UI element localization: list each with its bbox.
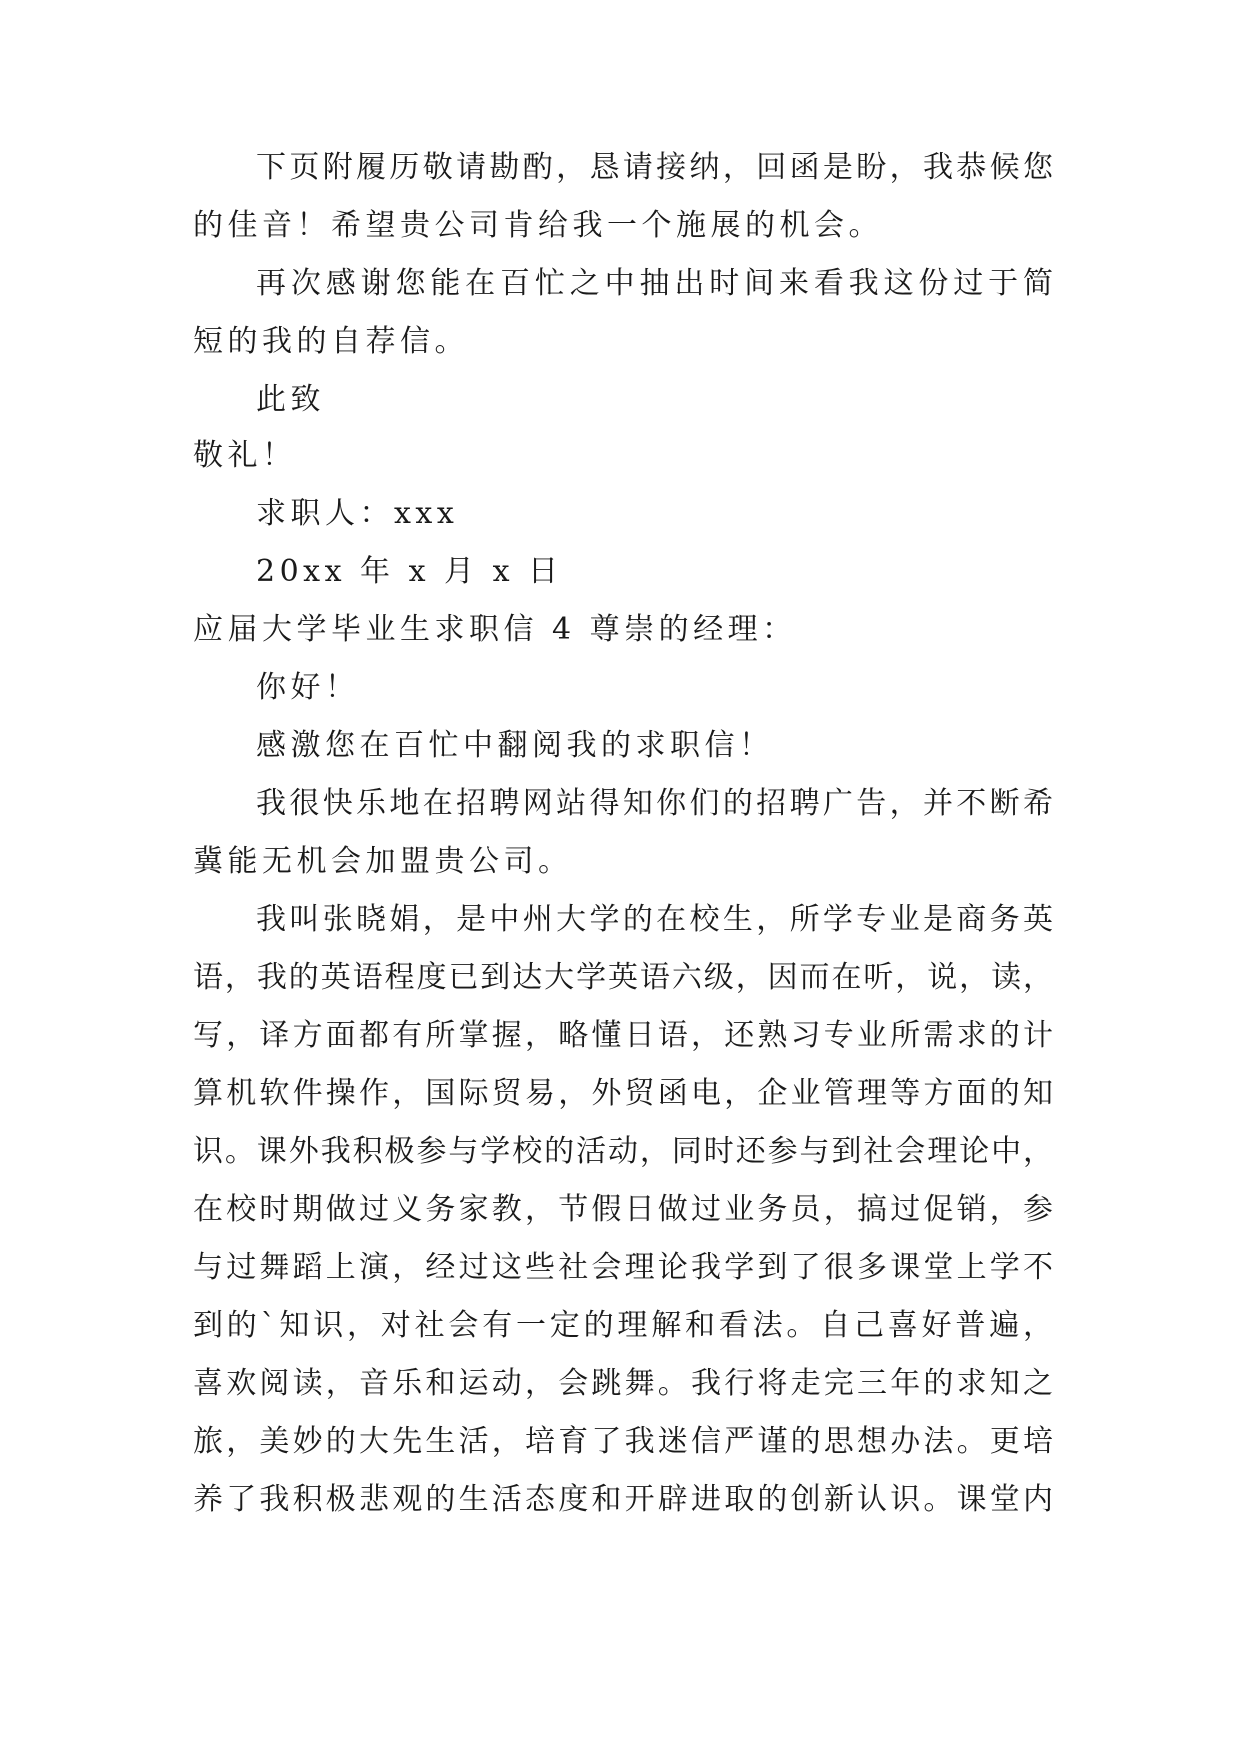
paragraph-line: 短的我的自荐信。 (193, 324, 469, 359)
paragraph-line: 算机软件操作，国际贸易，外贸函电，企业管理等方面的知 (193, 1076, 1053, 1111)
paragraph-line: 我叫张晓娟，是中州大学的在校生，所学专业是商务英 (256, 902, 1053, 937)
paragraph-line: 的佳音！希望贵公司肯给我一个施展的机会。 (193, 208, 883, 243)
paragraph-line: 写，译方面都有所掌握，略懂日语，还熟习专业所需求的计 (193, 1018, 1053, 1053)
paragraph-line: 到的`知识，对社会有一定的理解和看法。自己喜好普遍， (193, 1308, 1053, 1343)
paragraph-line: 下页附履历敬请勘酌，恳请接纳，回函是盼，我恭候您 (256, 150, 1053, 185)
paragraph-line: 冀能无机会加盟贵公司。 (193, 844, 573, 879)
paragraph-line: 我很快乐地在招聘网站得知你们的招聘广告，并不断希 (256, 786, 1053, 821)
paragraph-line: 感激您在百忙中翻阅我的求职信！ (256, 728, 774, 763)
paragraph-line: 养了我积极悲观的生活态度和开辟进取的创新认识。课堂内 (193, 1482, 1053, 1517)
paragraph-line: 旅，美妙的大先生活，培育了我迷信严谨的思想办法。更培 (193, 1424, 1053, 1459)
closing-respect: 敬礼！ (193, 438, 297, 473)
paragraph-line: 在校时期做过义务家教，节假日做过业务员，搞过促销，参 (193, 1192, 1053, 1227)
paragraph-line: 与过舞蹈上演，经过这些社会理论我学到了很多课堂上学不 (193, 1250, 1053, 1285)
paragraph-line: 再次感谢您能在百忙之中抽出时间来看我这份过于简 (256, 266, 1053, 301)
paragraph-line: 喜欢阅读，音乐和运动，会跳舞。我行将走完三年的求知之 (193, 1366, 1053, 1401)
paragraph-line: 语，我的英语程度已到达大学英语六级，因而在听，说，读， (193, 960, 1053, 995)
closing-salutation: 此致 (256, 382, 325, 417)
applicant-signature: 求职人：xxx (256, 496, 459, 531)
paragraph-line: 识。课外我积极参与学校的活动，同时还参与到社会理论中， (193, 1134, 1053, 1169)
letter-heading: 应届大学毕业生求职信 4 尊崇的经理： (193, 612, 797, 647)
greeting: 你好！ (256, 670, 360, 705)
letter-date: 20xx 年 x 月 x 日 (256, 554, 563, 589)
